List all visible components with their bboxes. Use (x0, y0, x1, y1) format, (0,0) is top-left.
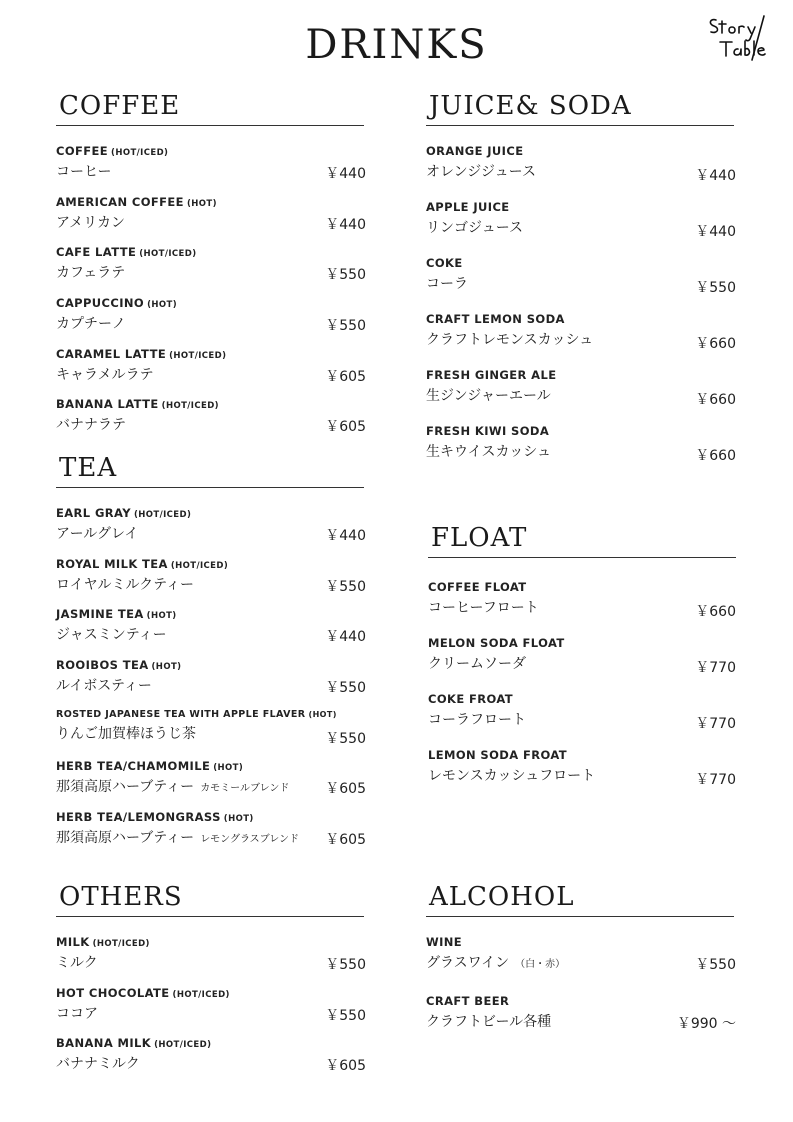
item-name-en-text: COFFEE (56, 144, 109, 158)
item-name-jp (428, 653, 736, 673)
item-name-en (56, 296, 366, 310)
item-name-jp-text: ロイヤルミルクティー (56, 576, 195, 593)
item-name-jp (426, 952, 736, 972)
item-name-jp-text: オレンジジュース (426, 164, 536, 180)
item-name-jp (426, 441, 736, 461)
item-blend-note: カモミールブレンド (200, 783, 290, 795)
item-temperature-note: (HOT) (308, 709, 337, 719)
item-name-jp-text: キャラメルラテ (56, 366, 154, 383)
item-name-jp-text: レモンスカッシュフロート (428, 768, 596, 784)
item-name-jp (426, 329, 736, 349)
menu-item (56, 1036, 366, 1074)
section-title-others: OTHERS (59, 882, 183, 912)
item-price: ￥440 (695, 168, 736, 184)
section-coffee (56, 90, 366, 436)
item-price: ￥550 (325, 578, 366, 595)
section-divider (426, 916, 734, 917)
item-price: ￥440 (325, 216, 366, 233)
item-name-jp (56, 523, 366, 543)
item-name-en-text: COKE (426, 256, 463, 270)
item-price: ￥550 (695, 957, 736, 973)
item-name-en (56, 759, 366, 773)
menu-item (56, 245, 366, 284)
item-name-en-text: EARL GRAY (56, 506, 131, 520)
section-juice-soda (426, 90, 736, 464)
item-temperature-note: (HOT/ICED) (170, 560, 229, 571)
section-divider (56, 125, 364, 126)
item-blend-note: （白・赤） (515, 959, 566, 970)
item-price: ￥770 (695, 716, 736, 732)
menu-item (56, 935, 366, 973)
item-name-en (56, 1036, 366, 1050)
item-price: ￥605 (325, 1058, 366, 1074)
item-name-en (426, 994, 736, 1008)
item-name-en-text: LEMON SODA FROAT (428, 748, 567, 762)
section-others (56, 881, 366, 1074)
item-price: ￥990 ～ (676, 1016, 736, 1032)
item-list (56, 935, 366, 1074)
item-name-en-text: ROSTED JAPANESE TEA WITH APPLE FLAVER (56, 708, 306, 720)
item-name-jp (56, 827, 366, 847)
item-name-en-text: BANANA LATTE (56, 397, 159, 412)
menu-item (56, 397, 366, 436)
item-name-jp-text: アメリカン (56, 214, 126, 231)
section-divider (56, 487, 364, 488)
item-name-jp (56, 723, 366, 743)
item-name-jp-text: バナナミルク (56, 1056, 140, 1072)
item-name-en-text: AMERICAN COFFEE (56, 194, 184, 209)
item-name-en (56, 607, 366, 621)
item-price: ￥770 (695, 772, 736, 788)
item-name-jp (56, 776, 366, 796)
item-temperature-note: (HOT/ICED) (139, 249, 197, 260)
menu-item (426, 994, 736, 1032)
item-name-en (56, 935, 366, 949)
item-name-en-text: CRAFT BEER (426, 994, 510, 1008)
item-name-jp (426, 217, 736, 237)
item-name-en-text: WINE (426, 935, 463, 949)
section-divider (426, 125, 734, 126)
item-name-jp-text: コーヒー (56, 164, 112, 180)
item-name-en-text: CAPPUCCINO (56, 296, 145, 311)
item-price: ￥605 (325, 781, 366, 798)
menu-item (56, 759, 366, 798)
item-name-en-text: ORANGE JUICE (426, 144, 524, 158)
item-name-en (428, 580, 736, 594)
item-price: ￥440 (325, 166, 366, 182)
item-name-en (426, 424, 736, 438)
section-title-juice-soda: JUICE& SODA (429, 91, 632, 121)
item-temperature-note: (HOT/ICED) (161, 401, 219, 412)
item-name-en-text: HERB TEA/LEMONGRASS (56, 810, 221, 825)
item-name-jp (428, 709, 736, 729)
item-list (428, 580, 736, 788)
item-name-jp (56, 574, 366, 594)
item-price: ￥550 (325, 957, 366, 973)
item-name-jp (56, 262, 366, 282)
item-name-en-text: CARAMEL LATTE (56, 346, 167, 361)
item-price: ￥550 (325, 680, 366, 697)
item-name-en (426, 200, 736, 214)
item-name-en-text: MILK (56, 935, 90, 949)
item-name-jp-text: ジャスミンティー (56, 627, 167, 644)
page-title: DRINKS (305, 22, 488, 68)
item-name-en (426, 935, 736, 949)
section-divider (428, 557, 736, 558)
item-name-en (56, 658, 366, 672)
menu-item (426, 200, 736, 240)
item-name-en (56, 506, 366, 520)
item-name-jp-text: ミルク (56, 955, 98, 971)
item-name-en (56, 195, 366, 209)
item-price: ￥605 (325, 419, 366, 436)
item-name-jp (428, 597, 736, 617)
item-name-jp (56, 212, 366, 232)
item-temperature-note: (HOT/ICED) (172, 989, 230, 1000)
item-name-jp-text: コーラフロート (428, 712, 526, 728)
item-name-en-text: APPLE JUICE (426, 200, 510, 214)
item-name-jp-text: グラスワイン (426, 955, 510, 971)
item-price: ￥440 (325, 629, 366, 646)
item-name-en (56, 709, 366, 720)
item-name-jp-text: コーヒーフロート (428, 600, 539, 616)
item-name-jp-text: 那須高原ハーブティー (56, 779, 195, 796)
menu-item (428, 692, 736, 732)
item-name-jp (56, 1003, 366, 1023)
item-name-jp (56, 624, 366, 644)
menu-item (426, 935, 736, 973)
item-name-en-text: CRAFT LEMON SODA (426, 312, 565, 326)
item-name-jp-text: ココア (56, 1005, 98, 1022)
item-temperature-note: (HOT) (146, 611, 177, 622)
item-name-jp-text: りんご加賀棒ほうじ茶 (56, 725, 196, 742)
item-name-jp-text: 生ジンジャーエール (426, 388, 551, 404)
item-name-en-text: HERB TEA/CHAMOMILE (56, 759, 211, 774)
menu-item (426, 256, 736, 296)
item-name-en (426, 368, 736, 382)
item-price: ￥605 (325, 832, 366, 849)
item-name-jp-text: カフェラテ (56, 265, 126, 282)
menu-item (56, 658, 366, 697)
item-name-en (56, 810, 366, 824)
item-list (56, 506, 366, 849)
item-name-en-text: HOT CHOCOLATE (56, 985, 170, 1000)
item-name-en (56, 245, 366, 259)
item-name-jp (56, 414, 366, 434)
item-name-en (56, 397, 366, 411)
item-name-jp-text: 生キウイスカッシュ (426, 444, 552, 460)
item-name-en (426, 312, 736, 326)
section-title-alcohol: ALCOHOL (429, 882, 575, 912)
item-price: ￥660 (695, 336, 736, 352)
item-name-en-text: BANANA MILK (56, 1036, 152, 1050)
menu-item (428, 748, 736, 788)
item-temperature-note: (HOT/ICED) (111, 148, 169, 158)
item-name-jp-text: ルイボスティー (56, 678, 152, 695)
item-price: ￥550 (325, 1007, 366, 1024)
item-name-en-text: ROOIBOS TEA (56, 658, 149, 673)
item-name-jp (56, 675, 366, 695)
item-name-jp-text: カプチーノ (56, 316, 126, 333)
item-name-en (428, 748, 736, 762)
menu-item (426, 424, 736, 464)
item-name-jp (426, 273, 736, 293)
item-name-en (428, 692, 736, 706)
item-name-jp-text: クリームソーダ (428, 656, 526, 672)
menu-item (426, 144, 736, 184)
item-name-jp (428, 765, 736, 785)
item-name-jp (426, 385, 736, 405)
item-name-jp (56, 952, 366, 972)
item-name-en-text: ROYAL MILK TEA (56, 556, 168, 571)
section-title-float: FLOAT (431, 523, 528, 553)
menu-item (56, 607, 366, 646)
item-price: ￥550 (695, 280, 736, 296)
section-tea (56, 452, 366, 849)
item-name-jp (426, 161, 736, 181)
item-name-en (426, 256, 736, 270)
item-temperature-note: (HOT) (223, 814, 254, 825)
item-name-en-text: CAFE LATTE (56, 245, 137, 260)
menu-item (56, 506, 366, 544)
item-blend-note: レモングラスブレンド (200, 834, 300, 846)
item-name-en-text: COKE FROAT (428, 692, 514, 706)
item-name-jp-text: リンゴジュース (426, 220, 524, 236)
menu-item (56, 346, 366, 385)
item-name-jp-text: コーラ (426, 276, 468, 292)
item-name-en (56, 986, 366, 1000)
section-title-coffee: COFFEE (59, 91, 181, 121)
item-temperature-note: (HOT/ICED) (169, 350, 227, 361)
item-temperature-note: (HOT) (151, 662, 182, 673)
item-name-jp-text: 那須高原ハーブティー (56, 830, 195, 847)
item-price: ￥550 (325, 318, 366, 335)
item-name-en (56, 144, 366, 158)
item-name-en-text: COFFEE FLOAT (428, 580, 527, 594)
story-table-logo (702, 12, 772, 64)
item-name-en-text: FRESH KIWI SODA (426, 424, 550, 438)
item-temperature-note: (HOT/ICED) (154, 1040, 212, 1050)
menu-item (426, 368, 736, 408)
section-title-tea: TEA (59, 453, 118, 483)
menu-item (56, 708, 366, 747)
menu-item (56, 810, 366, 849)
section-alcohol (426, 881, 736, 1032)
item-temperature-note: (HOT/ICED) (92, 939, 150, 949)
item-price: ￥770 (695, 660, 736, 676)
menu-item (426, 312, 736, 352)
section-float (428, 522, 736, 788)
item-name-jp-text: アールグレイ (56, 526, 139, 542)
item-price: ￥440 (325, 528, 366, 544)
menu-item (56, 556, 366, 595)
menu-item (56, 296, 366, 335)
section-divider (56, 916, 364, 917)
item-name-en (428, 636, 736, 650)
item-price: ￥605 (325, 368, 366, 385)
item-price: ￥660 (695, 448, 736, 464)
menu-item (56, 985, 366, 1024)
item-name-en (56, 557, 366, 571)
menu-item (56, 144, 366, 182)
item-name-en-text: JASMINE TEA (56, 607, 144, 622)
item-temperature-note: (HOT) (186, 198, 217, 209)
item-name-jp (56, 161, 366, 181)
item-price: ￥660 (695, 604, 736, 620)
item-list (56, 144, 366, 436)
item-name-en-text: MELON SODA FLOAT (428, 636, 565, 650)
item-name-jp-text: クラフトビール各種 (426, 1014, 552, 1030)
item-name-en (426, 144, 736, 158)
item-name-jp (56, 313, 366, 333)
item-name-jp (56, 364, 366, 384)
item-name-jp-text: バナナラテ (56, 417, 126, 434)
item-name-jp (56, 1053, 366, 1073)
menu-item (428, 636, 736, 676)
item-list (426, 935, 736, 1032)
item-temperature-note: (HOT) (147, 300, 178, 311)
item-list (426, 144, 736, 464)
menu-item (56, 194, 366, 233)
item-price: ￥550 (325, 730, 366, 747)
item-price: ￥440 (695, 224, 736, 240)
item-name-en (56, 347, 366, 361)
item-price: ￥660 (695, 392, 736, 408)
item-name-en-text: FRESH GINGER ALE (426, 368, 557, 382)
item-price: ￥550 (325, 267, 366, 284)
item-temperature-note: (HOT) (213, 763, 244, 774)
item-name-jp-text: クラフトレモンスカッシュ (426, 332, 594, 348)
item-temperature-note: (HOT/ICED) (133, 510, 192, 520)
menu-item (428, 580, 736, 620)
